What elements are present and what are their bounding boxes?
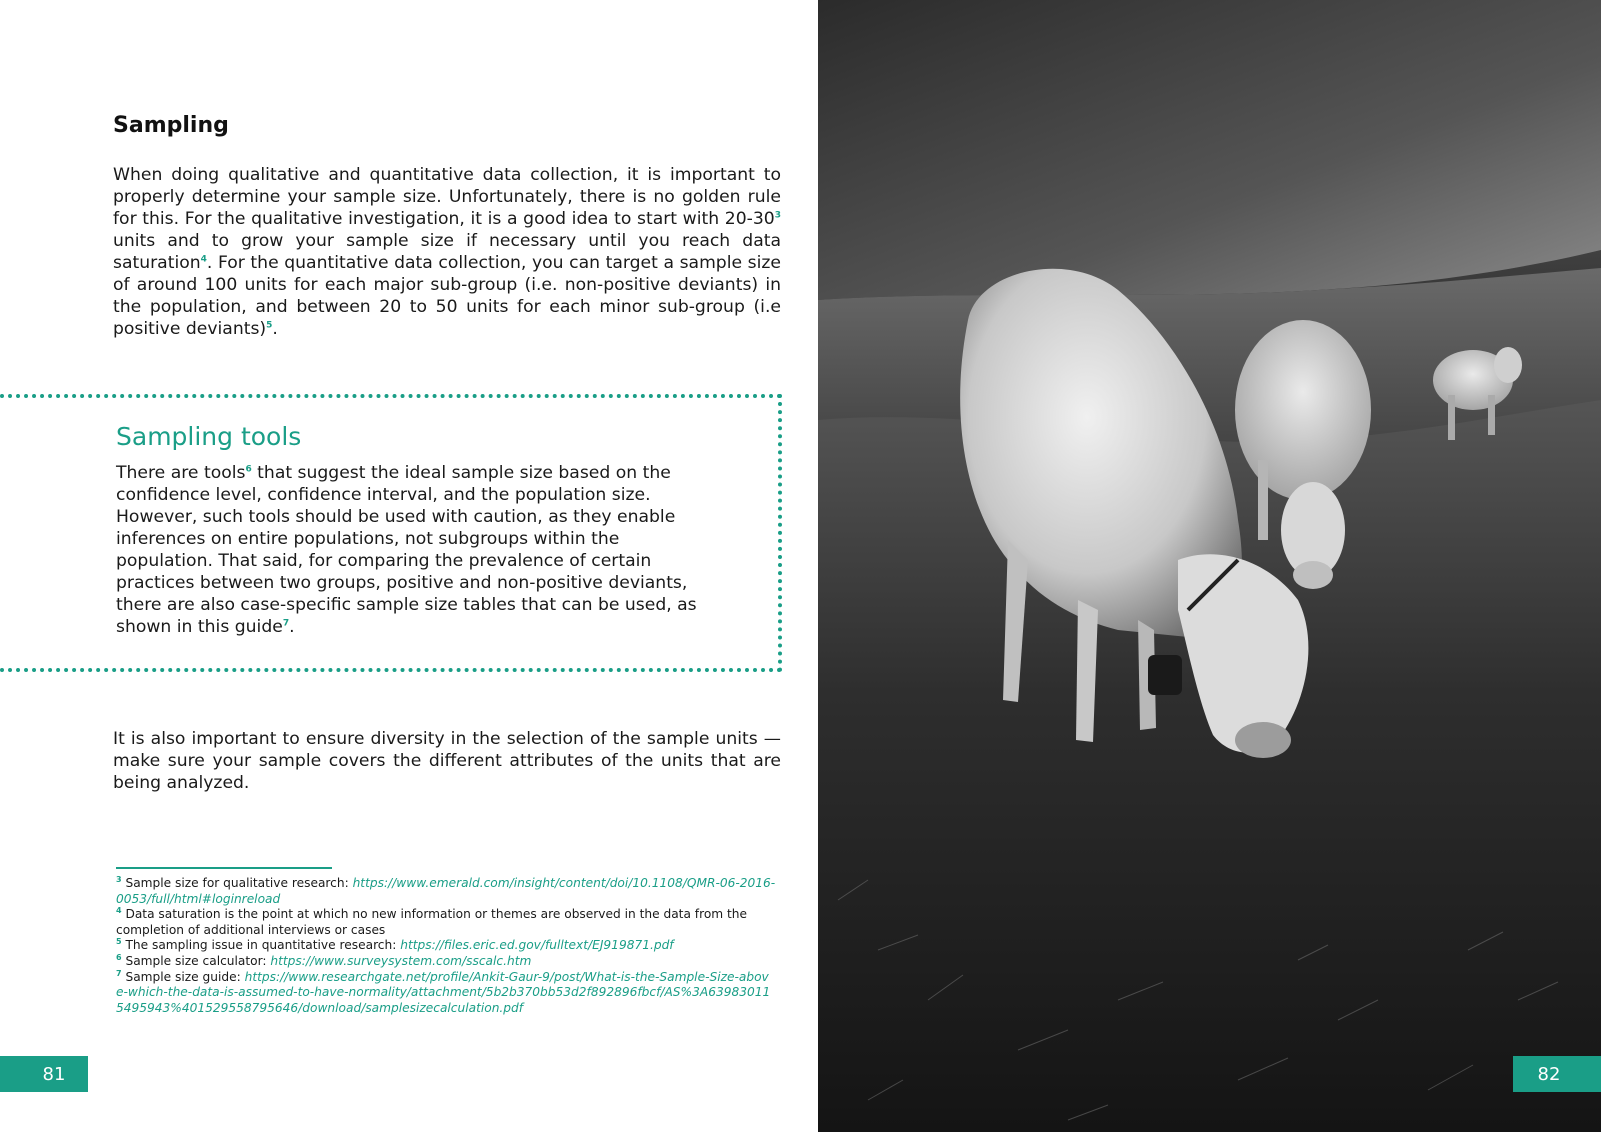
footnote-number: 4: [116, 906, 122, 916]
footnote-number: 7: [116, 968, 122, 978]
footnote-link[interactable]: https://files.eric.ed.gov/fulltext/EJ919871.pdf: [400, 938, 674, 953]
page-title: Sampling: [113, 113, 229, 138]
footnotes-list: [116, 876, 776, 1016]
cows-grazing-icon: [818, 0, 1601, 1132]
footnote-item: [116, 938, 776, 954]
footnote-link[interactable]: https://www.surveysystem.com/sscalc.htm: [270, 953, 532, 968]
footnote-text: Data saturation is the point at which no new information or themes are observed in the data from the completion of additional interviews or cases: [116, 907, 748, 937]
footnote-item: [116, 954, 776, 970]
mountain-shape: [818, 0, 1601, 300]
tools-text-b: that suggest the ideal sample size based on the confidence level, confidence interval, and the population size. However, such tools should be used with caution, as they enable inferences on entire populations, not subgroups within the population. That said, for comparing the prevalence of certain practices between two groups, positive and non-positive deviants, there are also case-specific sample size tables that can be used, as shown in this guide: [116, 463, 697, 637]
page-number-left: 81: [0, 1056, 88, 1092]
footnote-number: 3: [116, 874, 122, 884]
footnote-ref[interactable]: 3: [774, 210, 781, 221]
footnote-item: [116, 907, 776, 938]
tools-text-c: .: [289, 617, 295, 637]
footnote-item: [116, 970, 776, 1017]
footnote-ref[interactable]: 4: [200, 254, 207, 265]
grazing-cows-photo: [818, 0, 1601, 1132]
diversity-paragraph: It is also important to ensure diversity in the selection of the sample units — make sure your sample covers the different attributes of the units that are being analyzed.: [113, 729, 781, 793]
footnote-item: [116, 876, 776, 907]
footnote-number: 6: [116, 952, 122, 962]
sampling-text-a: When doing qualitative and quantitative data collection, it is important to properly determine your sample size. Unfortunately, there is no golden rule for this. For the qualitative investigation, it is a good idea to start with 20-30: [113, 165, 781, 229]
sampling-text-c: . For the quantitative data collection, you can target a sample size of around 100 units for each major sub-group (i.e. non-positive deviants) in the population, and between 20 to 50 units for each minor sub-group (i.e positive deviants): [113, 253, 781, 339]
sampling-text-b: units and to grow your sample size if necessary until you reach data saturation: [113, 231, 781, 273]
footnote-divider: [116, 867, 332, 869]
footnote-link[interactable]: https://www.emerald.com/insight/content/doi/10.1108/QMR-06-2016-0053/full/html#loginreload: [116, 876, 776, 906]
sampling-text-d: .: [272, 319, 278, 339]
footnote-ref[interactable]: 6: [245, 464, 252, 475]
footnote-text: Sample size for qualitative research:: [125, 876, 353, 890]
tools-text-a: There are tools: [116, 463, 246, 483]
footnote-number: 5: [116, 937, 122, 947]
footnote-ref[interactable]: 5: [266, 320, 273, 331]
footnote-ref[interactable]: 7: [282, 618, 290, 629]
sampling-tools-title: Sampling tools: [116, 422, 302, 451]
footnote-text: Sample size guide:: [125, 969, 245, 984]
footnote-text: The sampling issue in quantitative research:: [125, 938, 401, 953]
sampling-tools-text: [116, 462, 716, 638]
footnote-link[interactable]: https://www.researchgate.net/profile/Ankit-Gaur-9/post/What-is-the-Sample-Size-above-which-the-data-is-assumed-to-have-normality/attachment/5b2b370bb53d2f892896fbcf/AS%3A639830115495943%401529558795646/download/samplesizecalculation.pdf: [116, 969, 771, 1015]
footnote-text: Sample size calculator:: [125, 953, 271, 968]
page-number-right: 82: [1513, 1056, 1601, 1092]
sampling-paragraph: [113, 164, 781, 340]
